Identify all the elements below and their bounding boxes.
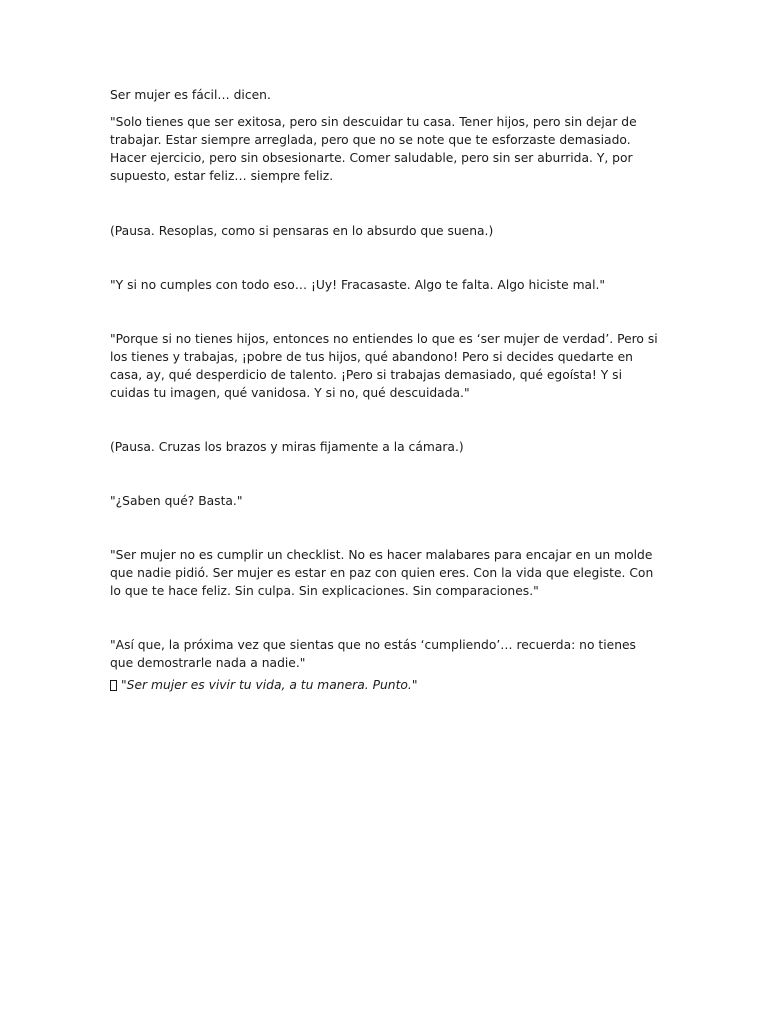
missing-glyph-icon: [110, 680, 117, 691]
paragraph-6: "¿Saben qué? Basta.": [110, 494, 243, 508]
paragraph-4: "Porque si no tienes hijos, entonces no entiendes lo que es ‘ser mujer de verdad’. Pero si los tienes y trabajas, ¡pobre de tus hijos, qué abandono! Pero si decides quedarte en casa, ay, qué desperdicio de talento. ¡Pero si trabajas demasiado, qué egoísta! Y si cuidas tu imagen, qué vanidosa. Y si no, qué descuidada.": [110, 332, 658, 400]
paragraph-2: (Pausa. Resoplas, como si pensaras en lo absurdo que suena.): [110, 224, 494, 238]
document-body: [110, 86, 662, 694]
final-line: [110, 676, 662, 694]
paragraph-5: (Pausa. Cruzas los brazos y miras fijamente a la cámara.): [110, 440, 464, 454]
final-line-text: "Ser mujer es vivir tu vida, a tu manera. Punto.": [121, 678, 418, 692]
paragraph-7: "Ser mujer no es cumplir un checklist. No es hacer malabares para encajar en un molde que nadie pidió. Ser mujer es estar en paz con quien eres. Con la vida que elegiste. Con lo que te hace feliz. Sin culpa. Sin explicaciones. Sin comparaciones.": [110, 548, 654, 598]
title-line: Ser mujer es fácil… dicen.: [110, 88, 271, 102]
paragraph-8: "Así que, la próxima vez que sientas que no estás ‘cumpliendo’… recuerda: no tienes que demostrarle nada a nadie.": [110, 638, 636, 670]
paragraph-1: "Solo tienes que ser exitosa, pero sin descuidar tu casa. Tener hijos, pero sin dejar de trabajar. Estar siempre arreglada, pero que no se note que te esforzaste demasiado. Hacer ejercicio, pero sin obsesionarte. Comer saludable, pero sin ser aburrida. Y, por supuesto, estar feliz… siempre feliz.: [110, 115, 637, 183]
paragraph-3: "Y si no cumples con todo eso… ¡Uy! Fracasaste. Algo te falta. Algo hiciste mal.": [110, 278, 606, 292]
